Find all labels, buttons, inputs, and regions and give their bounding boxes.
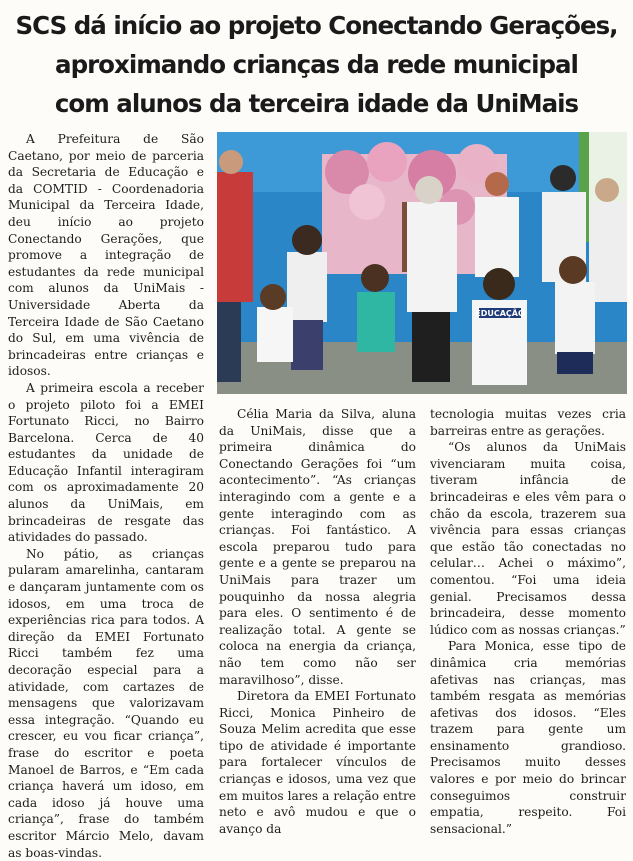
- paragraph: A primeira escola a receber o projeto piloto foi a EMEI Fortunato Ricci, no Bairro Barcelona. Cerca de 40 estudantes da unidade de Educação Infantil interagiram com os aproximadamente 20 alunos da UniMais, em brincadeiras de resgate das atividades do passado.: [8, 380, 204, 545]
- article-column-3: [430, 406, 626, 837]
- headline: [6, 6, 627, 123]
- headline-line-2: aproximando crianças da rede municipal: [55, 50, 578, 79]
- paragraph: No pátio, as crianças pularam amarelinha, cantaram e dançaram juntamente com os idosos, em uma troca de experiências rica para todos. A direção da EMEI Fortunato Ricci também fez uma decoração especial para a atividade, com cartazes de mensagens que valorizavam essa integração. “Quando eu crescer, eu vou ficar criança”, frase do escritor e poeta Manoel de Barros, e “Em cada criança haverá um idoso, em cada idoso já houve uma criança”, frase do também escritor Márcio Melo, davam as boas-vindas.: [8, 546, 204, 860]
- paragraph: “Os alunos da UniMais vivenciaram muita coisa, tiveram infância de brincadeiras e eles vêm para o chão da escola, trazerem sua vivência para essas crianças que estão tão conectadas no celular… Achei o máximo”, comentou. “Foi uma ideia genial. Precisamos dessa brincadeira, desse momento lúdico com as nossas crianças.”: [430, 440, 626, 637]
- headline-line-1: SCS dá início ao projeto Conectando Gerações,: [15, 11, 618, 40]
- article-photo: [217, 132, 627, 394]
- paragraph: Célia Maria da Silva, aluna da UniMais, disse que a primeira dinâmica do Conectando Gerações foi “um acontecimento”. “As crianças interagindo com a gente e a gente interagindo com as crianças. Foi fantástico. A escola preparou tudo para gente e a gente se preparou na UniMais para trazer um pouquinho da nossa alegria para eles. O sentimento é de realização total. A gente se coloca na energia da criança, não tem como não ser maravilhoso”, disse.: [219, 407, 416, 687]
- shirt-text: EDUCAÇÃO: [475, 309, 525, 318]
- headline-line-3: com alunos da terceira idade da UniMais: [54, 89, 579, 118]
- article-column-2: [219, 406, 416, 837]
- paragraph: Para Monica, esse tipo de dinâmica cria memórias afetivas nas crianças, mas também resgata as memórias afetivas dos idosos. “Eles trazem para gente um ensinamento grandioso. Precisamos muito desses valores e por meio do brincar conseguimos construir empatia, respeito. Foi sensacional.”: [430, 639, 626, 836]
- paragraph: Diretora da EMEI Fortunato Ricci, Monica Pinheiro de Souza Melim acredita que esse tipo de atividade é importante para fortalecer vínculos de crianças e idosos, uma vez que em muitos lares a relação entre neto e avô mudou e que o avanço da: [219, 689, 416, 836]
- article-column-1: [8, 131, 204, 861]
- paragraph: A Prefeitura de São Caetano, por meio de parceria da Secretaria de Educação e da COMTID - Coordenadoria Municipal da Terceira Idade, deu início ao projeto Conectando Gerações, que promove a integração de estudantes da rede municipal com alunos da UniMais - Universidade Aberta da Terceira Idade de São Caetano do Sul, em uma vivência de brincadeiras entre crianças e idosos.: [8, 132, 204, 379]
- paragraph: tecnologia muitas vezes cria barreiras entre as gerações.: [430, 407, 626, 438]
